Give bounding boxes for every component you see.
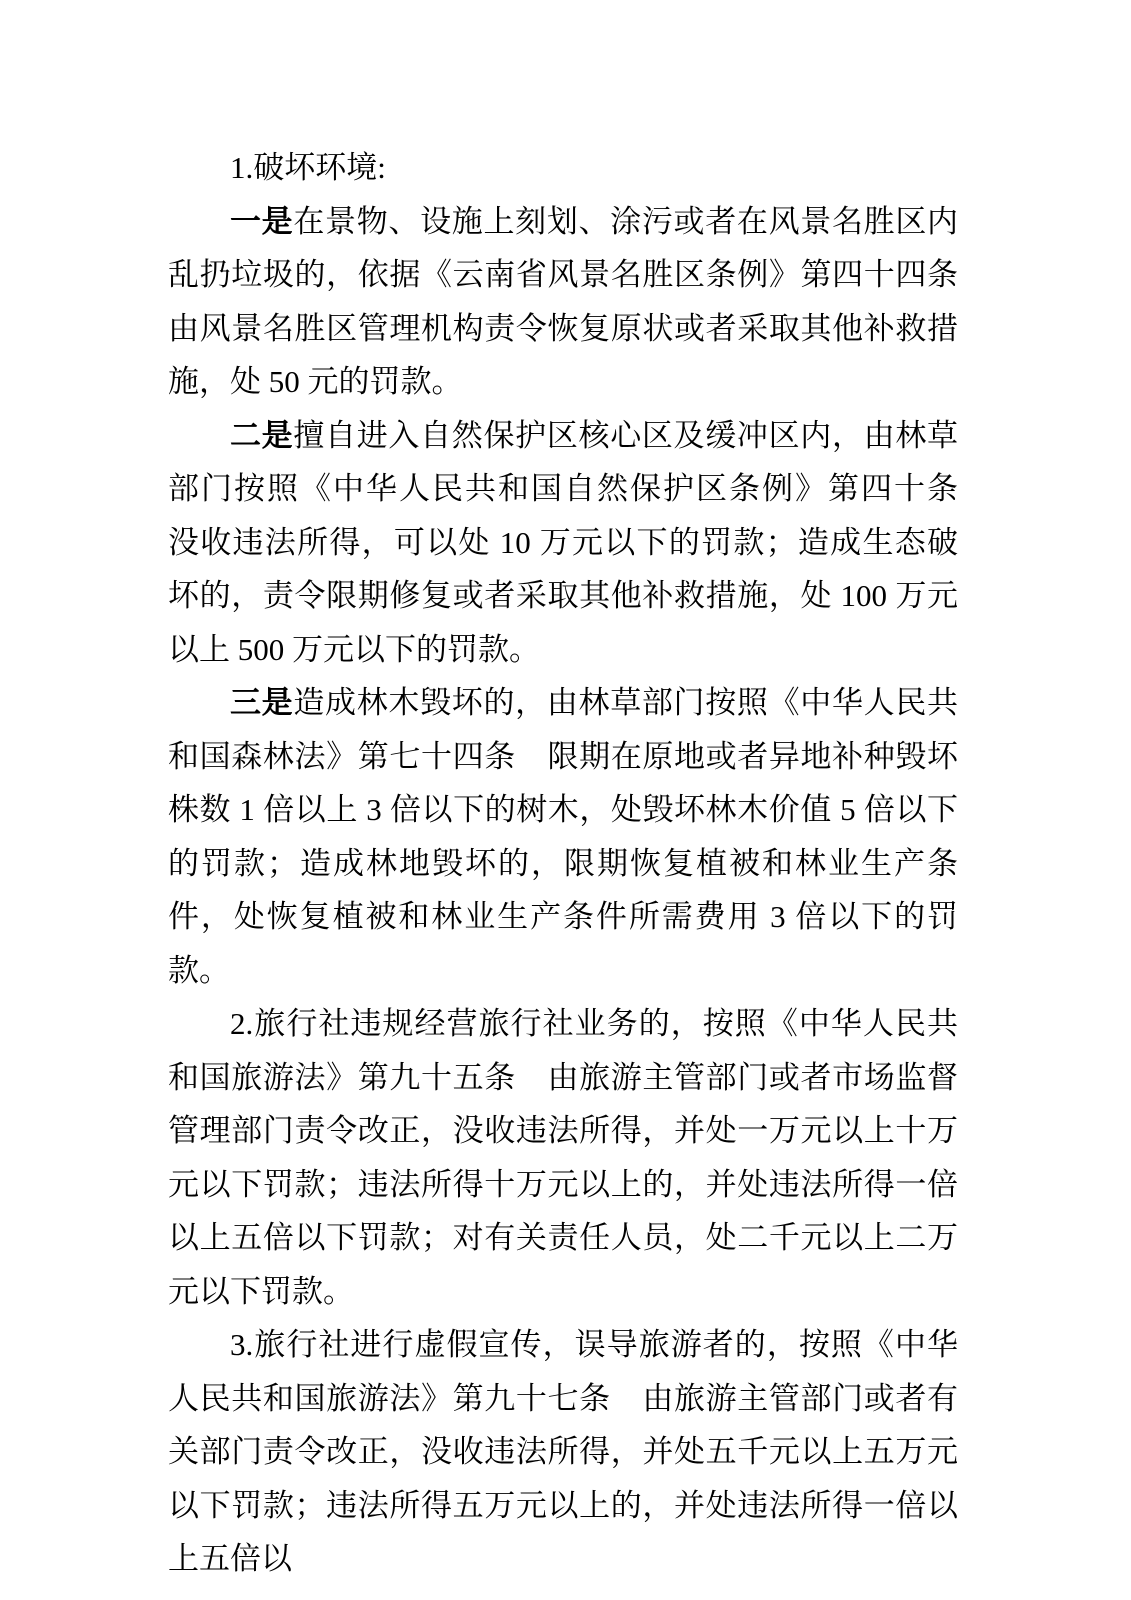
paragraph-item-ershi	[168, 409, 989, 677]
paragraph-text: 2.旅行社违规经营旅行社业务的，按照《中华人民共和国旅游法》第九十五条 由旅游主管部门或者市场监督管理部门责令改正，没收违法所得，并处一万元以上十万元以下罚款；违法所得十万元以上的，并处违法所得一倍以上五倍以下罚款；对有关责任人员，处二千元以上二万元以下罚款。	[168, 1006, 958, 1309]
paragraph-heading-1	[168, 141, 958, 195]
document-body-text	[168, 141, 989, 1586]
paragraph-item-3	[168, 1318, 958, 1586]
paragraph-text: 造成林木毁坏的，由林草部门按照《中华人民共和国森林法》第七十四条 限期在原地或者异地补种毁坏株数 1 倍以上 3 倍以下的树木，处毁坏林木价值 5 倍以下的罚款；造成林地毁坏的，限期恢复植被和林业生产条件，处恢复植被和林业生产条件所需费用 3 倍以下的罚款。	[168, 685, 959, 988]
paragraph-item-2	[168, 997, 958, 1318]
paragraph-lead-bold: 二是	[230, 417, 294, 453]
paragraph-lead-bold: 三是	[230, 685, 294, 720]
paragraph-lead-bold: 一是	[230, 203, 294, 239]
paragraph-text: 1.破坏环境:	[230, 150, 386, 185]
paragraph-item-yishi	[168, 195, 989, 409]
paragraph-text: 在景物、设施上刻划、涂污或者在风景名胜区内乱扔垃圾的，依据《云南省风景名胜区条例》第四十四条 由风景名胜区管理机构责令恢复原状或者采取其他补救措施，处 50 元的罚款。	[168, 203, 989, 399]
paragraph-text: 3.旅行社进行虚假宣传，误导旅游者的，按照《中华人民共和国旅游法》第九十七条 由旅游主管部门或者有关部门责令改正，没收违法所得，并处五千元以上五万元以下罚款；违法所得五万元以上的，并处违法所得一倍以上五倍以	[168, 1327, 958, 1576]
paragraph-text: 擅自进入自然保护区核心区及缓冲区内，由林草部门按照《中华人民共和国自然保护区条例》第四十条 没收违法所得，可以处 10 万元以下的罚款；造成生态破坏的，责令限期修复或者采取其他补救措施，处 100 万元以上 500 万元以下的罚款。	[168, 417, 989, 667]
paragraph-item-sanshi	[168, 676, 958, 997]
